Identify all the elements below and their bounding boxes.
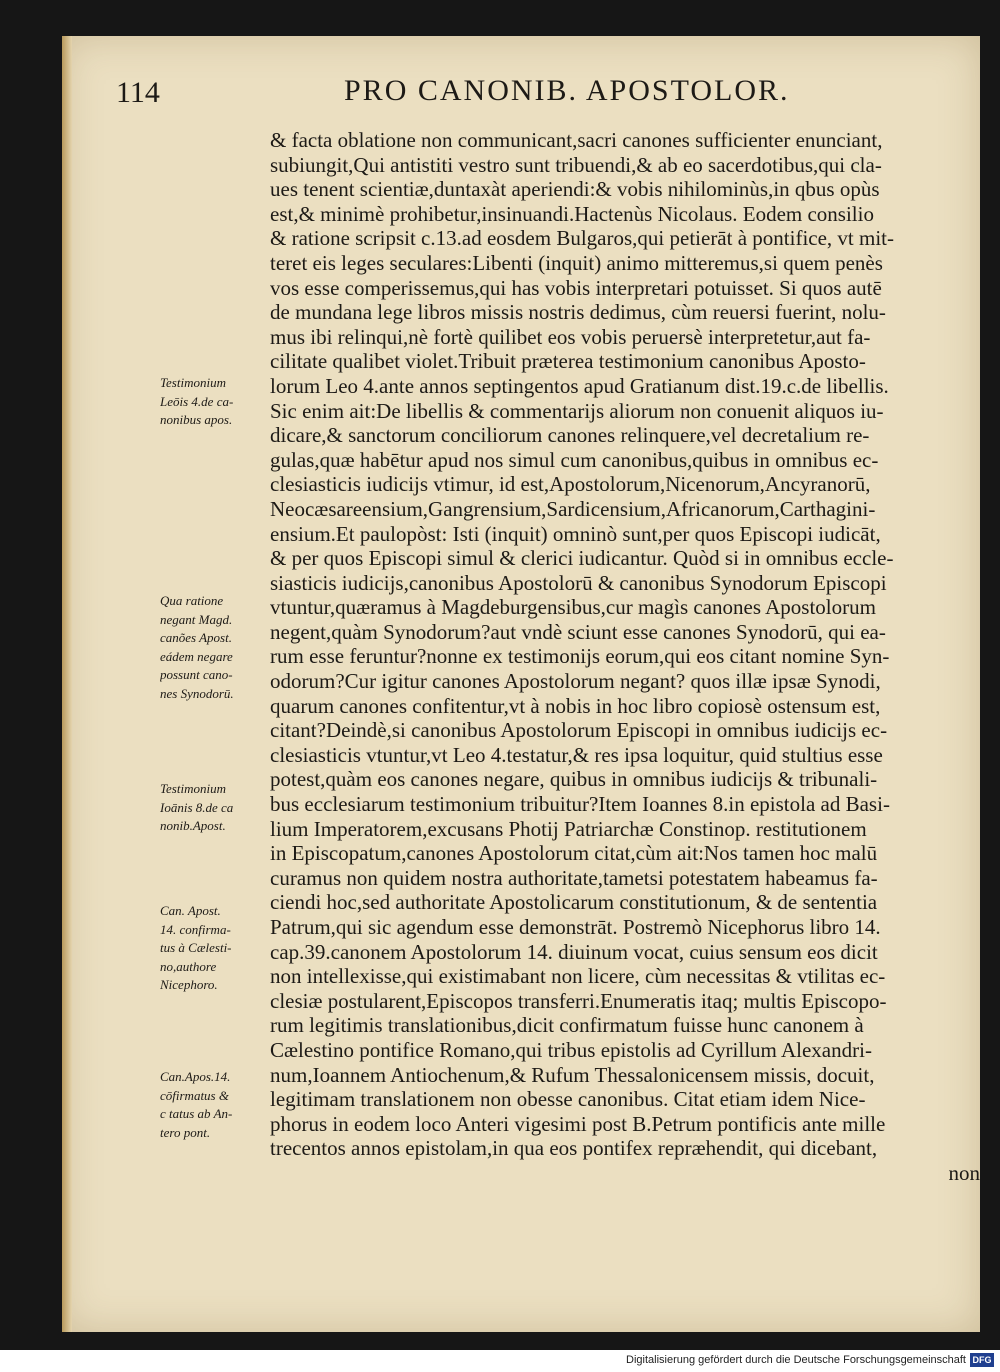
text-line: siasticis iudicijs,canonibus Apostolorū & canonibus Synodorum Episcopi bbox=[270, 570, 887, 595]
text-line: lium Imperatorem,excusans Photij Patriarchæ Constinop. restitutionem bbox=[270, 816, 867, 841]
margin-note-line: Qua ratione bbox=[160, 593, 224, 608]
text-line: clesiæ postularent,Episcopos transferri.Enumeratis itaq; multis Episcopo- bbox=[270, 988, 887, 1013]
text-line: cilitate qualibet violet.Tribuit præterea testimonium canonibus Aposto- bbox=[270, 349, 866, 374]
margin-note-line: Leōis 4.de ca- bbox=[160, 393, 234, 409]
margin-note-line: no,authore bbox=[160, 958, 217, 974]
margin-note-line: nonib.Apost. bbox=[160, 818, 226, 833]
text-line: citant?Deindè,si canonibus Apostolorum Episcopi in omnibus iudicijs ec- bbox=[270, 718, 888, 743]
text-line: quarum canones confitentur,vt à nobis in hoc libro copiosè ostensum est, bbox=[270, 693, 881, 718]
margin-note-line: Ioānis 8.de ca bbox=[160, 799, 234, 815]
text-line: mus ibi relinqui,nè fortè quilibet eos vobis peruersè interpretetur,aut fa- bbox=[270, 324, 871, 349]
text-line: num,Ioannem Antiochenum,& Rufum Thessalonicensem missis, docuit, bbox=[270, 1062, 875, 1087]
catchword: non bbox=[948, 1160, 980, 1185]
margin-note-line: c tatus ab An- bbox=[160, 1106, 233, 1121]
text-line: gulas,quæ habētur apud nos simul cum canonibus,quibus in omnibus ec- bbox=[270, 447, 879, 472]
page-gutter bbox=[62, 36, 72, 1332]
text-line: Sic enim ait:De libellis & commentarijs aliorum non conuenit aliquos iu- bbox=[270, 398, 884, 423]
margin-note bbox=[160, 780, 268, 836]
text-line: curamus non quidem nostra authoritate,tametsi potestatem habeamus fa- bbox=[270, 865, 878, 890]
dfg-logo-icon: DFG bbox=[970, 1353, 994, 1367]
text-line: Neocæsareensium,Gangrensium,Sardicensium,Africanorum,Carthagini- bbox=[270, 496, 876, 521]
text-line: non intellexisse,qui existimabant non licere, cùm necessitas & vtilitas ec- bbox=[270, 964, 886, 989]
margin-note-line: Nicephoro. bbox=[160, 977, 218, 992]
margin-note-line: Testimonium bbox=[160, 781, 226, 796]
page-header bbox=[104, 70, 964, 116]
margin-note bbox=[160, 1068, 268, 1142]
text-line: clesiasticis iudicijs vtimur, id est,Apostolorum,Nicenorum,Ancyranorū, bbox=[270, 472, 871, 497]
margin-note-line: nes Synodorū. bbox=[160, 685, 234, 701]
text-line: cap.39.canonem Apostolorum 14. diuinum vocat, cuius sensum eos dicit bbox=[270, 939, 878, 964]
text-line: phorus in eodem loco Anteri vigesimi post B.Petrum pontificis ante mille bbox=[270, 1111, 886, 1136]
text-line: & per quos Episcopi simul & clerici iudicantur. Quòd si in omnibus eccle- bbox=[270, 546, 894, 571]
text-line: trecentos annos epistolam,in qua eos pontifex repræhendit, qui dicebant, bbox=[270, 1136, 878, 1161]
margin-note-line: Can. Apost. bbox=[160, 903, 221, 918]
margin-note-line: negant Magd. bbox=[160, 611, 233, 627]
folio-number: 114 bbox=[116, 76, 160, 109]
text-line: ues tenent scientiæ,duntaxàt aperiendi:& vobis nihilominùs,in qbus opùs bbox=[270, 177, 880, 202]
text-line: ensium.Et paulopòst: Isti (inquit) omninò sunt,per quos Episcopi iudicāt, bbox=[270, 521, 881, 546]
text-line: bus ecclesiarum testimonium tribuitur?Item Ioannes 8.in epistola ad Basi- bbox=[270, 792, 890, 817]
text-line: vos esse comperissemus,qui has vobis interpretari potuisset. Si quos autē bbox=[270, 275, 882, 300]
text-line: de mundana lege libros missis nostris dedimus, cùm reuersi fuerint, nolu- bbox=[270, 300, 886, 325]
margin-note-line: nonibus apos. bbox=[160, 412, 233, 427]
margin-note-line: tero pont. bbox=[160, 1124, 211, 1140]
text-line: rum legitimis translationibus,dicit confirmatum fuisse hunc canonem à bbox=[270, 1013, 864, 1038]
main-text bbox=[270, 128, 980, 1186]
text-line: clesiasticis vtuntur,vt Leo 4.testatur,& res ipsa loquitur, quid stultius esse bbox=[270, 742, 883, 767]
margin-note-line: possunt cano- bbox=[160, 667, 233, 682]
margin-note-line: canões Apost. bbox=[160, 630, 232, 645]
margin-note-line: tus à Cælesti- bbox=[160, 940, 232, 955]
text-line: vtuntur,quæramus à Magdeburgensibus,cur magìs canones Apostolorum bbox=[270, 595, 876, 620]
running-head: PRO CANONIB. APOSTOLOR. bbox=[344, 74, 790, 107]
text-line: negent,quàm Synodorum?aut vndè sciunt esse canones Synodorū, qui ea- bbox=[270, 619, 886, 644]
margin-note bbox=[160, 592, 268, 703]
margin-note-line: Testimonium bbox=[160, 375, 226, 390]
margin-note-line: 14. confirma- bbox=[160, 921, 231, 937]
text-line: Cælestino pontifice Romano,qui tribus epistolis ad Cyrillum Alexandri- bbox=[270, 1037, 872, 1062]
text-line: dicare,& sanctorum conciliorum canones relinquere,vel decretalium re- bbox=[270, 423, 870, 448]
margin-note bbox=[160, 374, 268, 430]
text-line: odorum?Cur igitur canones Apostolorum negant? quos illæ ipsæ Synodi, bbox=[270, 669, 881, 694]
text-line: est,& minimè prohibetur,insinuandi.Hactenùs Nicolaus. Eodem consilio bbox=[270, 201, 874, 226]
text-line: Patrum,qui sic agendum esse demonstrāt. Postremò Nicephorus libro 14. bbox=[270, 915, 881, 939]
text-line: & facta oblatione non communicant,sacri canones sufficienter enunciant, bbox=[270, 128, 883, 152]
footer-credit: Digitalisierung gefördert durch die Deutsche Forschungsgemeinschaft bbox=[626, 1354, 966, 1366]
text-line: legitimam translationem non obesse canonibus. Citat etiam idem Nice- bbox=[270, 1087, 866, 1112]
text-line: teret eis leges seculares:Libenti (inquit) animo mitteremus,si quem penès bbox=[270, 250, 883, 275]
margin-note-line: Can.Apos.14. bbox=[160, 1069, 231, 1084]
margin-note-line: eádem negare bbox=[160, 648, 233, 664]
margin-note bbox=[160, 902, 268, 995]
text-line: & ratione scripsit c.13.ad eosdem Bulgaros,qui petierāt à pontifice, vt mit- bbox=[270, 226, 895, 251]
text-line: ciendi hoc,sed authoritate Apostolicarum constitutionum, & de sententia bbox=[270, 890, 878, 915]
text-line: rum esse feruntur?nonne ex testimonijs eorum,qui eos citant nomine Syn- bbox=[270, 644, 890, 669]
margin-note-line: cōfirmatus & bbox=[160, 1087, 229, 1103]
digitization-footer bbox=[0, 1350, 1000, 1372]
text-line: subiungit,Qui antistiti vestro sunt tribuendi,& ab eo sacerdotibus,qui cla- bbox=[270, 152, 882, 177]
text-line: in Episcopatum,canones Apostolorum citat,cùm ait:Nos tamen hoc malū bbox=[270, 841, 878, 866]
text-line: potest,quàm eos canones negare, quibus in omnibus iudicijs & tribunali- bbox=[270, 767, 878, 792]
text-line: lorum Leo 4.ante annos septingentos apud Gratianum dist.19.c.de libellis. bbox=[270, 373, 889, 398]
